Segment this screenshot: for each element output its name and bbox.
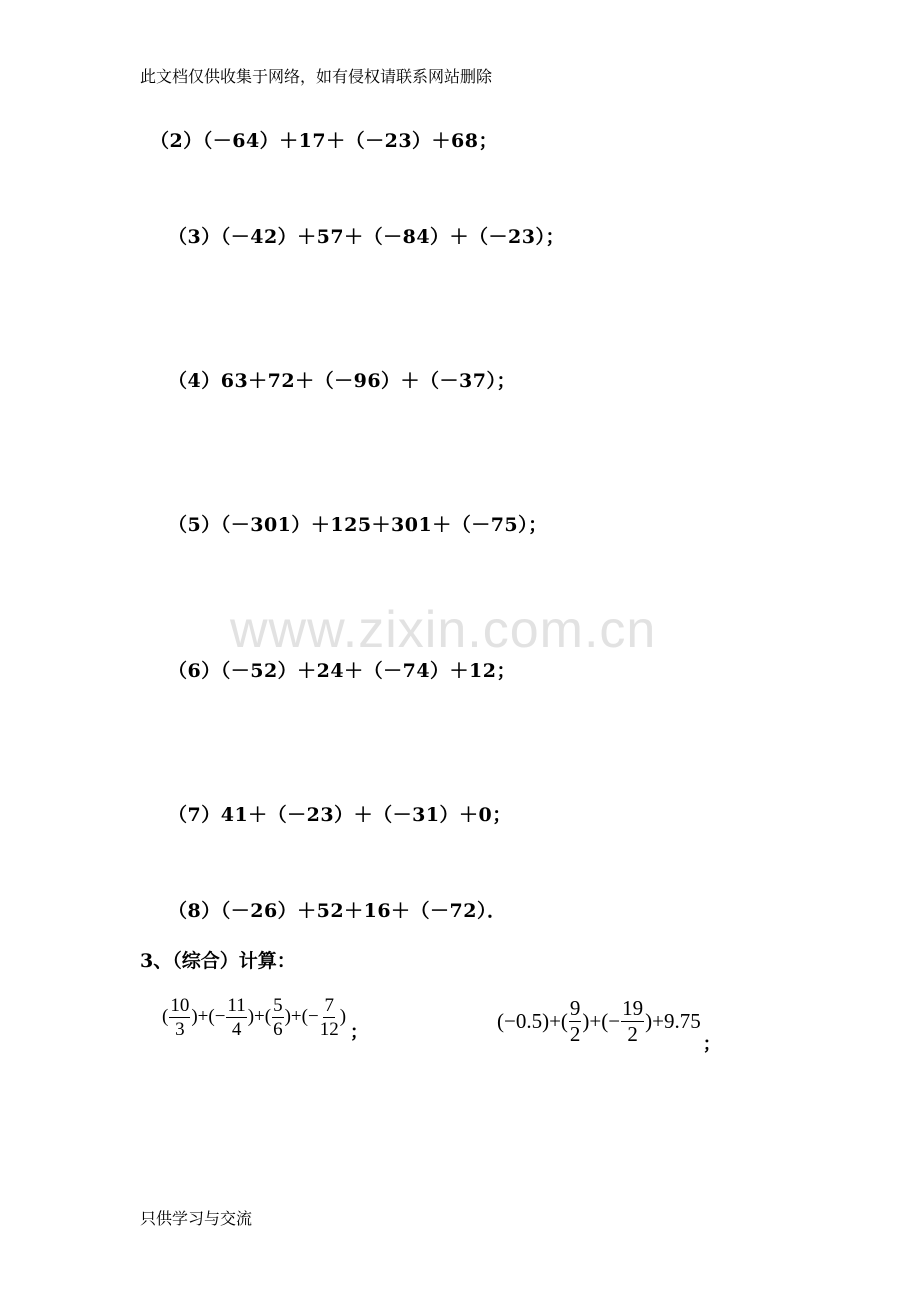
paren: ( — [264, 1006, 272, 1027]
fraction-7-12 — [320, 996, 339, 1039]
numerator: 11 — [227, 994, 246, 1016]
page-header: 此文档仅供收集于网络，如有侵权请联系网站删除 — [140, 67, 493, 86]
problem-5: （5）（－301）＋125＋301＋（－75）； — [168, 514, 548, 536]
numerator: 5 — [273, 994, 283, 1016]
denominator: 2 — [569, 1021, 581, 1046]
plus-sign: + — [290, 1006, 302, 1027]
denominator: 2 — [627, 1021, 638, 1046]
paren: ( — [162, 1006, 169, 1027]
fraction-5-6 — [272, 996, 284, 1039]
fraction-9-2 — [569, 995, 582, 1046]
plus-paren-minus: +(− — [589, 1008, 621, 1033]
numerator: 7 — [324, 994, 334, 1016]
numerator: 10 — [170, 994, 190, 1016]
problem-4: （4）63＋72＋（－96）＋（－37）； — [168, 370, 516, 392]
denominator: 4 — [231, 1018, 242, 1040]
numerator: 9 — [569, 995, 581, 1020]
numerator: 19 — [622, 995, 644, 1020]
section-3-title: 3、（综合）计算： — [140, 950, 296, 972]
denominator: 12 — [319, 1018, 339, 1040]
fraction-19-2 — [621, 995, 644, 1046]
paren: ) — [582, 1008, 590, 1033]
paren-minus: (− — [301, 1006, 319, 1027]
expression-2 — [497, 986, 721, 1056]
problem-8: （8）（－26）＋52＋16＋（－72）． — [168, 900, 507, 922]
expr-tail: )+9.75 — [645, 1008, 701, 1033]
expression-1 — [162, 990, 368, 1044]
watermark: www.zixin.com.cn — [230, 601, 657, 659]
problem-2: （2）（－64）＋17＋（－23）＋68； — [150, 130, 498, 152]
fraction-11-4 — [226, 996, 246, 1039]
paren: ) — [284, 1006, 291, 1027]
page-footer: 只供学习与交流 — [140, 1209, 253, 1228]
paren: ) — [247, 1006, 255, 1027]
paren: ) — [339, 1006, 347, 1027]
problem-6: （6）（－52）＋24＋（－74）＋12； — [168, 660, 516, 682]
paren-minus: (− — [208, 1006, 226, 1027]
denominator: 3 — [175, 1018, 185, 1040]
plus-sign: + — [197, 1006, 209, 1027]
semicolon: ； — [702, 1034, 721, 1054]
expr-lead: (−0.5)+( — [497, 1008, 568, 1033]
problem-7: （7）41＋（－23）＋（－31）＋0； — [168, 804, 512, 826]
denominator: 6 — [273, 1018, 283, 1040]
fraction-10-3 — [169, 996, 190, 1039]
problem-3: （3）（－42）＋57＋（－84）＋（－23）； — [168, 226, 565, 248]
semicolon: ； — [350, 1022, 369, 1042]
paren: ) — [191, 1006, 198, 1027]
plus-sign: + — [254, 1006, 265, 1027]
